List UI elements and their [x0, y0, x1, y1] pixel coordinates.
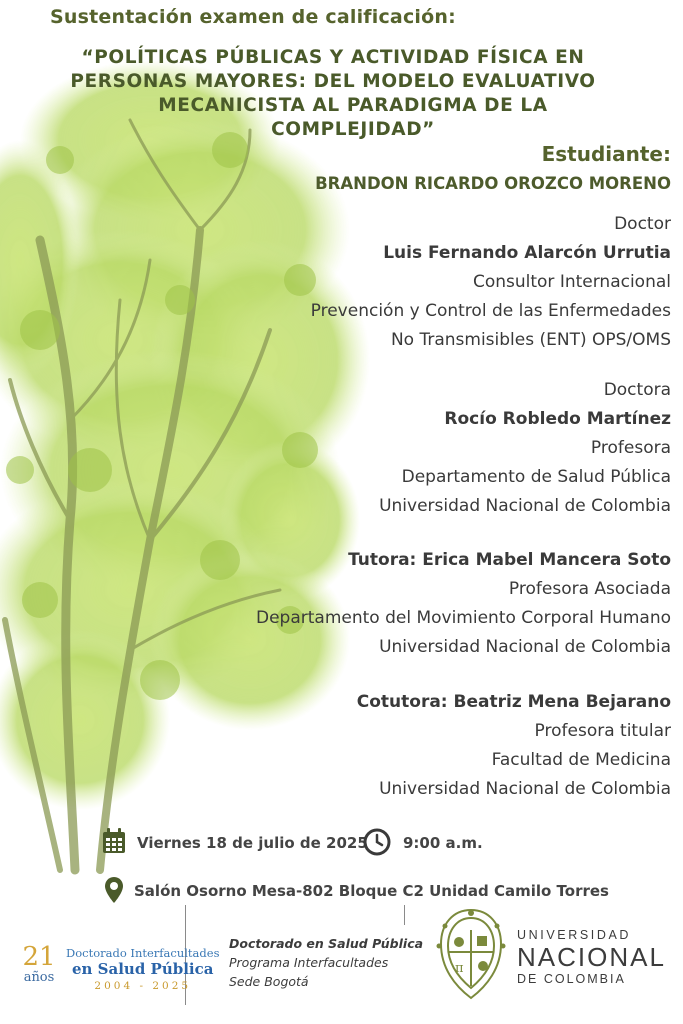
juror-line: Prevención y Control de las Enfermedades	[310, 301, 671, 321]
program-info	[229, 934, 423, 991]
university-line: DE COLOMBIA	[517, 972, 626, 986]
university-line: NACIONAL	[517, 942, 666, 972]
tutor-line: Universidad Nacional de Colombia	[379, 637, 671, 657]
thesis-title-line: “POLÍTICAS PÚBLICAS Y ACTIVIDAD FÍSICA EN	[81, 47, 585, 68]
event-time: 9:00 a.m.	[403, 834, 483, 852]
cotutor-line: Profesora titular	[534, 721, 671, 741]
tutor-line: Departamento del Movimiento Corporal Humano	[255, 608, 671, 628]
program-logo	[66, 946, 219, 993]
university-seal-icon	[433, 906, 509, 1002]
anniversary-word: años	[23, 970, 55, 985]
student-block	[315, 140, 671, 198]
juror-name: Luis Fernando Alarcón Urrutia	[383, 243, 671, 263]
juror-block	[379, 376, 671, 521]
program-small: Doctorado Interfacultades	[66, 946, 220, 960]
tutor-heading: Tutora: Erica Mabel Mancera Soto	[348, 550, 671, 570]
calendar-icon	[102, 828, 126, 854]
juror-name: Rocío Robledo Martínez	[444, 409, 671, 429]
student-label: Estudiante:	[541, 142, 671, 166]
program-line: Programa Interfacultades	[229, 955, 389, 970]
location-pin-icon	[104, 876, 124, 904]
anniversary-number: 21	[22, 942, 56, 972]
program-line: Sede Bogotá	[229, 974, 309, 989]
thesis-title-line: MECANICISTA AL PARADIGMA DE LA	[158, 95, 548, 116]
juror-line: Departamento de Salud Pública	[401, 467, 671, 487]
program-big: en Salud Pública	[72, 960, 214, 978]
cotutor-block	[357, 688, 671, 804]
student-name: BRANDON RICARDO OROZCO MORENO	[315, 174, 671, 193]
juror-block	[311, 210, 671, 355]
thesis-title-line: COMPLEJIDAD”	[271, 119, 435, 140]
juror-line: No Transmisibles (ENT) OPS/OMS	[390, 330, 671, 350]
juror-line: Universidad Nacional de Colombia	[379, 496, 671, 516]
event-date: Viernes 18 de julio de 2025	[137, 834, 368, 852]
svg-text:π: π	[455, 961, 464, 976]
university-line: UNIVERSIDAD	[517, 928, 632, 942]
thesis-title	[20, 46, 646, 142]
thesis-title-line: PERSONAS MAYORES: DEL MODELO EVALUATIVO	[70, 71, 596, 92]
program-line: Doctorado en Salud Pública	[229, 936, 424, 951]
program-years: 2004 - 2025	[94, 980, 192, 992]
footer-divider	[404, 905, 405, 925]
juror-title: Doctora	[603, 380, 671, 400]
tutor-line: Profesora Asociada	[508, 579, 671, 599]
university-logo-text	[517, 927, 666, 987]
cotutor-line: Universidad Nacional de Colombia	[379, 779, 671, 799]
clock-icon	[363, 828, 391, 856]
tutor-block	[256, 546, 671, 662]
event-title: Sustentación examen de calificación:	[50, 6, 456, 28]
event-location: Salón Osorno Mesa-802 Bloque C2 Unidad Camilo Torres	[134, 882, 609, 900]
juror-title: Doctor	[614, 214, 671, 234]
juror-line: Consultor Internacional	[472, 272, 671, 292]
cotutor-heading: Cotutora: Beatriz Mena Bejarano	[356, 692, 671, 712]
cotutor-line: Facultad de Medicina	[491, 750, 671, 770]
juror-line: Profesora	[590, 438, 671, 458]
anniversary-logo	[18, 944, 60, 986]
